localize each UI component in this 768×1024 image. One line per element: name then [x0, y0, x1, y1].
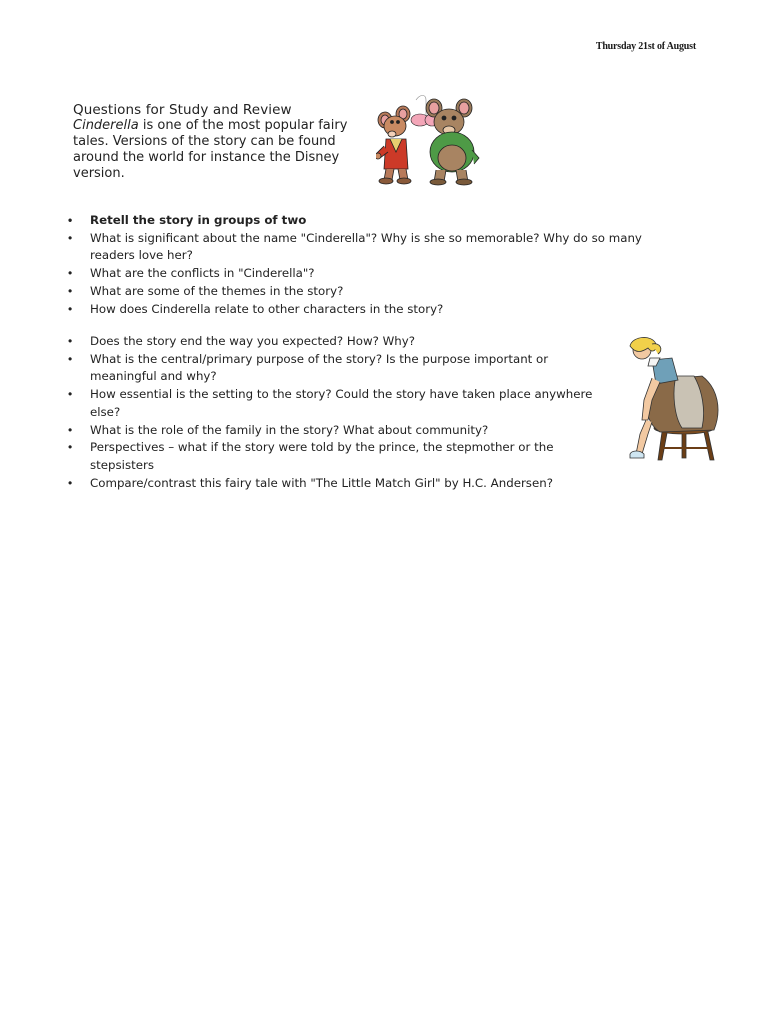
- document-date: Thursday 21st of August: [595, 41, 696, 52]
- list-item: • Does the story end the way you expected? How? Why?: [68, 333, 598, 351]
- intro-body: is one of the most popular fairy tales. Versions of the story can be found around the world for instance the Disney version.: [73, 118, 348, 181]
- list-item: • What is the central/primary purpose of the story? Is the purpose important or meaningful and why?: [68, 351, 598, 386]
- list-item: • What are the conflicts in "Cinderella"?: [68, 265, 688, 283]
- list-item: • What are some of the themes in the story?: [68, 283, 688, 301]
- list-item: • Retell the story in groups of two: [68, 212, 688, 230]
- cinderella-illustration: [622, 336, 728, 464]
- question-list-2: [68, 333, 598, 492]
- list-item: • How does Cinderella relate to other characters in the story?: [68, 301, 688, 319]
- list-item: • What is significant about the name "Cinderella"? Why is she so memorable? Why do so many readers love her?: [68, 230, 688, 265]
- list-item: • Compare/contrast this fairy tale with "The Little Match Girl" by H.C. Andersen?: [68, 475, 598, 493]
- mice-illustration: [376, 94, 480, 186]
- list-item: • Perspectives – what if the story were told by the prince, the stepmother or the stepsisters: [68, 439, 598, 474]
- intro-block: [73, 102, 363, 182]
- list-item: • What is the role of the family in the story? What about community?: [68, 422, 598, 440]
- jaq-mouse: [376, 106, 411, 184]
- section-title: Questions for Study and Review: [73, 102, 292, 118]
- intro-paragraph: [73, 118, 363, 182]
- list-item: • How essential is the setting to the story? Could the story have taken place anywhere else?: [68, 386, 598, 421]
- question-list-1: [68, 212, 688, 318]
- intro-emphasis: Cinderella: [73, 118, 139, 133]
- gus-mouse: [426, 99, 479, 185]
